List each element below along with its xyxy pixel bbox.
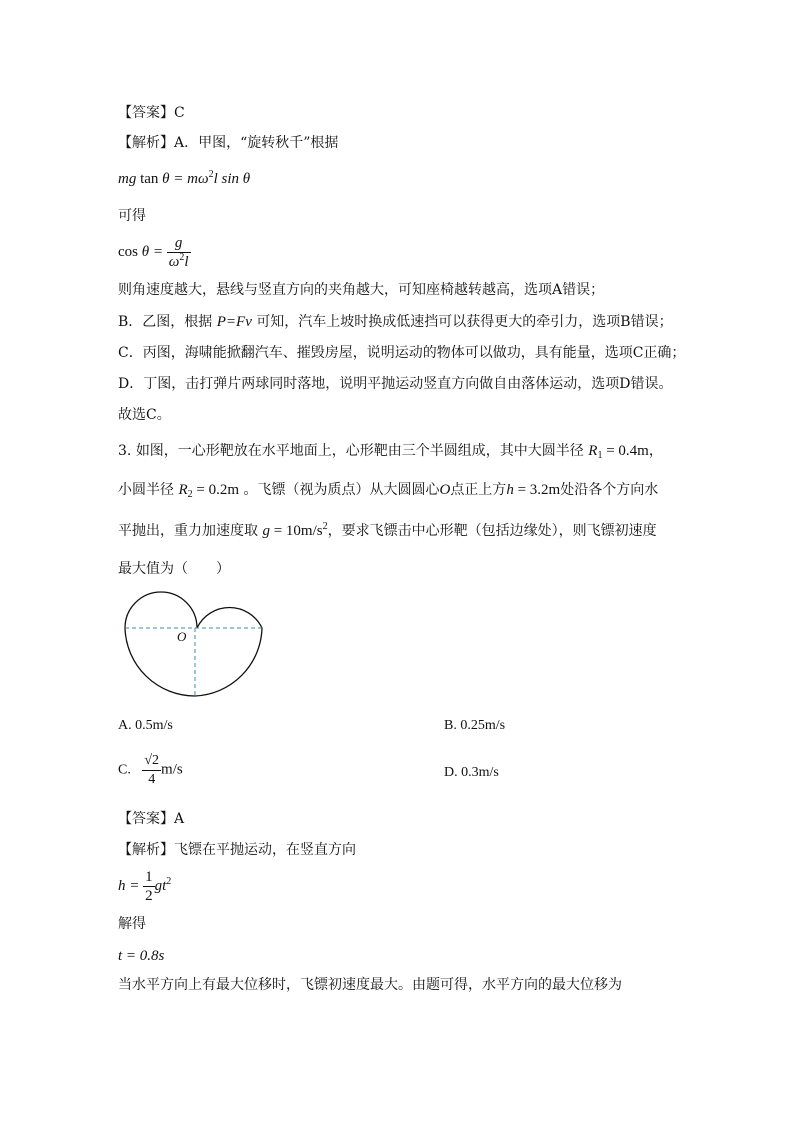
analysis-last-line: 当水平方向上有最大位移时，飞镖初速度最大。由题可得，水平方向的最大位移为 — [118, 977, 622, 993]
analysis-label: 【解析】 — [118, 135, 174, 151]
option-c-fraction — [142, 752, 161, 789]
r2-formula: $R_2 = 0.2m$ — [178, 482, 240, 500]
conclusion-text: 故选C。 — [118, 407, 171, 423]
point-o: O — [439, 482, 451, 498]
eq-term: l — [184, 254, 189, 270]
option-c-prefix: C. — [118, 762, 131, 778]
answer-line-3 — [118, 809, 184, 829]
line-text: 。飞镖（视为质点）从大圆圆心 — [243, 482, 440, 498]
t-result: t = 0.8s — [118, 948, 165, 964]
eq-term: gt — [154, 877, 167, 894]
option-c-unit: m/s — [161, 761, 183, 778]
analysis-text: A．甲图，“旋转秋千”根据 — [174, 135, 339, 151]
frac-numerator: √2 — [142, 752, 161, 771]
answer-label: 【答案】 — [118, 105, 174, 121]
line-text: 平抛出，重力加速度取 — [118, 523, 258, 539]
eq-term: R — [588, 443, 598, 459]
eq-term: R — [178, 482, 188, 498]
analysis-text: 飞镖在平抛运动，在竖直方向 — [174, 842, 356, 858]
analysis-line-a: 则角速度越大，悬线与竖直方向的夹角越大，可知座椅越转越高，选项A错误； — [118, 282, 605, 298]
question-3-line-4: 最大值为（ ） — [118, 561, 230, 577]
frac-denominator: 4 — [148, 772, 156, 787]
r1-formula: $R_1 = 0.4m$ — [588, 443, 649, 461]
eq-term: = 0.4m — [606, 443, 649, 459]
line-text: 点正上方 — [450, 482, 507, 498]
frac-numerator: g — [167, 234, 191, 253]
line-text: 可知，汽车上坡时换成低速挡可以获得更大的牵引力，选项B错误； — [256, 314, 673, 330]
option-a: A. 0.5m/s — [118, 718, 173, 733]
option-b: B. 0.25m/s — [444, 718, 506, 733]
analysis-intro-1 — [118, 133, 338, 153]
can-get-text: 可得 — [118, 208, 146, 224]
formula-pfv: P=Fv — [216, 314, 252, 330]
question-3-line-3 — [118, 521, 657, 541]
line-text: 处沿各个方向水 — [560, 482, 659, 498]
analysis-line-d: D．丁图，击打弹片两球同时落地，说明平抛运动竖直方向做自由落体运动，选项D错误。 — [118, 376, 673, 392]
line-text: ，要求飞镖击中心形靶（包括边缘处），则飞镖初速度 — [327, 523, 657, 539]
answer-line-1 — [118, 103, 185, 123]
g-formula: $g = 10m/s^2$ — [262, 521, 328, 539]
line-text: 如图，一心形靶放在水平地面上，心形靶由三个半圆组成，其中大圆半径 — [135, 443, 584, 459]
frac-denominator: $\omega^2l$ — [168, 252, 189, 270]
equation-tan: mg $\tan \theta = m\omega^2l$ sin θ — [118, 169, 251, 187]
line-text: ， — [648, 443, 663, 459]
question-3-line-2 — [118, 480, 658, 500]
answer-value: A — [174, 811, 185, 827]
question-3-line-1 — [118, 441, 663, 461]
line-text: 小圆半径 — [118, 482, 174, 498]
question-number: 3. — [118, 443, 132, 459]
option-c — [118, 752, 183, 789]
eq-term: h — [506, 482, 514, 498]
analysis-line-b — [118, 312, 673, 332]
eq-term: h — [118, 877, 126, 894]
answer-value: C — [174, 105, 185, 121]
frac-numerator: 1 — [145, 869, 153, 885]
frac-denominator: 2 — [145, 888, 153, 904]
half-fraction — [143, 868, 155, 905]
cos-fraction — [167, 234, 191, 271]
h-formula — [506, 482, 560, 498]
eq-term: = 0.2m — [196, 482, 240, 498]
analysis-label: 【解析】 — [118, 842, 174, 858]
option-d: D. 0.3m/s — [444, 765, 499, 780]
eq-term: l sin — [213, 171, 240, 187]
answer-label: 【答案】 — [118, 811, 174, 827]
line-text: B．乙图，根据 — [118, 314, 213, 330]
eq-term: g — [262, 523, 270, 539]
eq-term: mg — [118, 171, 137, 187]
equation-cos: cos θ = $\frac{g}{\omega^2l}$ — [118, 235, 189, 270]
eq-term: ω — [168, 254, 180, 270]
analysis-line-c: C．丙图，海啸能掀翻汽车、摧毁房屋，说明运动的物体可以做功，具有能量，选项C正确； — [118, 345, 686, 361]
eq-term: mω — [187, 171, 209, 187]
equation-h: h = $\frac{1}{2}$ $gt^2$ — [118, 869, 172, 904]
heart-target-figure — [120, 588, 270, 698]
center-o-label: O — [177, 629, 187, 644]
eq-term: = 3.2m — [517, 482, 561, 498]
eq-term: cos — [118, 243, 138, 260]
eq-term: = 10m/s — [273, 523, 323, 539]
heart-outline — [125, 592, 262, 696]
analysis-intro-3 — [118, 840, 356, 860]
solve-text: 解得 — [118, 916, 146, 932]
eq-term: tan — [140, 171, 159, 187]
